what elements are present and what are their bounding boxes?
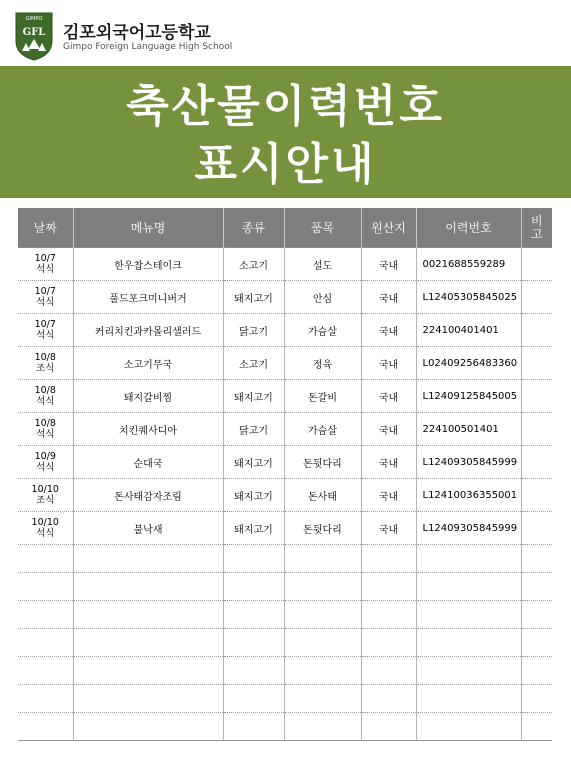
empty-cell [284,601,361,629]
empty-cell [73,685,223,713]
item-cell: 돈뒷다리 [284,446,361,479]
empty-cell [223,713,284,741]
school-emblem-icon [14,11,54,61]
empty-cell [223,545,284,573]
col-code-header: 이력번호 [416,208,521,248]
note-cell [521,380,552,413]
trace-code-cell: L12409125845005 [416,380,521,413]
empty-cell [73,657,223,685]
empty-cell [18,629,73,657]
empty-cell [284,545,361,573]
menu-cell: 커리치킨과카몰리샐러드 [73,314,223,347]
col-menu-header: 메뉴명 [73,208,223,248]
empty-cell [223,685,284,713]
origin-cell: 국내 [361,248,416,281]
type-cell: 닭고기 [223,413,284,446]
note-cell [521,512,552,545]
type-cell: 돼지고기 [223,446,284,479]
menu-cell: 불낙새 [73,512,223,545]
table-header-row [18,208,552,248]
empty-cell [416,573,521,601]
trace-code-cell: L02409256483360 [416,347,521,380]
empty-cell [223,629,284,657]
empty-cell [521,713,552,741]
date-value: 10/8 [34,385,56,396]
note-cell [521,347,552,380]
table-row [18,281,552,314]
empty-cell [521,601,552,629]
empty-cell [18,601,73,629]
meal-value: 조식 [36,495,55,506]
origin-cell: 국내 [361,380,416,413]
type-cell: 돼지고기 [223,479,284,512]
empty-cell [73,629,223,657]
trace-code-cell: L12405305845025 [416,281,521,314]
date-cell [18,479,73,512]
empty-cell [521,657,552,685]
empty-cell [521,685,552,713]
empty-cell [284,657,361,685]
empty-cell [521,545,552,573]
menu-cell: 한우찹스테이크 [73,248,223,281]
date-value: 10/10 [31,484,59,495]
meal-value: 석식 [36,462,55,473]
date-value: 10/7 [34,286,56,297]
origin-cell: 국내 [361,347,416,380]
item-cell: 돈사태 [284,479,361,512]
table-row [18,248,552,281]
date-value: 10/8 [34,352,56,363]
date-cell [18,413,73,446]
meal-value: 석식 [36,528,55,539]
note-cell [521,248,552,281]
empty-table-row [18,601,552,629]
empty-cell [284,573,361,601]
empty-cell [73,713,223,741]
empty-cell [18,573,73,601]
empty-cell [416,713,521,741]
table-row [18,413,552,446]
empty-cell [18,685,73,713]
origin-cell: 국내 [361,512,416,545]
empty-table-row [18,713,552,741]
school-name-english: Gimpo Foreign Language High School [63,42,233,52]
empty-cell [416,545,521,573]
col-date-header: 날짜 [18,208,73,248]
item-cell: 가슴살 [284,413,361,446]
table-row [18,446,552,479]
meal-value: 석식 [36,330,55,341]
meal-value: 석식 [36,396,55,407]
note-cell [521,281,552,314]
empty-cell [361,713,416,741]
school-name-korean: 김포외국어고등학교 [63,23,211,43]
empty-cell [521,573,552,601]
empty-cell [223,573,284,601]
empty-cell [361,685,416,713]
note-cell [521,479,552,512]
empty-table-row [18,629,552,657]
item-cell: 안심 [284,281,361,314]
emblem-text: GFL [22,27,46,38]
empty-table-row [18,545,552,573]
col-origin-header: 원산지 [361,208,416,248]
date-cell [18,248,73,281]
empty-cell [416,685,521,713]
empty-cell [73,601,223,629]
date-cell [18,347,73,380]
trace-code-cell: 224100401401 [416,314,521,347]
note-cell [521,413,552,446]
menu-cell: 풀드포크미니버거 [73,281,223,314]
col-note-header: 비 고 [521,208,552,248]
empty-cell [223,601,284,629]
note-cell [521,314,552,347]
empty-cell [18,657,73,685]
empty-cell [521,629,552,657]
date-value: 10/8 [34,418,56,429]
empty-cell [284,629,361,657]
item-cell: 정육 [284,347,361,380]
date-value: 10/7 [34,253,56,264]
meal-value: 석식 [36,264,55,275]
origin-cell: 국내 [361,479,416,512]
empty-cell [361,629,416,657]
empty-cell [223,657,284,685]
item-cell: 설도 [284,248,361,281]
empty-cell [284,685,361,713]
empty-cell [416,601,521,629]
date-value: 10/10 [31,517,59,528]
type-cell: 소고기 [223,248,284,281]
menu-cell: 돼지갈비찜 [73,380,223,413]
type-cell: 돼지고기 [223,380,284,413]
table-row [18,314,552,347]
empty-cell [361,573,416,601]
item-cell: 돈갈비 [284,380,361,413]
emblem-top-text: GIMPO [25,16,43,22]
origin-cell: 국내 [361,281,416,314]
school-logo-bar [0,0,571,66]
trace-code-cell: L12409305845999 [416,512,521,545]
table-body [18,248,552,741]
origin-cell: 국내 [361,446,416,479]
type-cell: 소고기 [223,347,284,380]
empty-cell [284,713,361,741]
empty-cell [416,629,521,657]
empty-cell [18,545,73,573]
menu-cell: 순대국 [73,446,223,479]
date-cell [18,314,73,347]
date-value: 10/9 [34,451,56,462]
type-cell: 돼지고기 [223,281,284,314]
table-row [18,479,552,512]
date-cell [18,281,73,314]
header-banner [0,0,571,198]
page-title-line2: 표시안내 [194,139,377,190]
table-row [18,512,552,545]
empty-table-row [18,657,552,685]
page-title-line1: 축산물이력번호 [126,81,445,132]
date-cell [18,380,73,413]
table-row [18,347,552,380]
empty-cell [416,657,521,685]
traceability-table [18,208,552,741]
menu-cell: 치킨퀘사디아 [73,413,223,446]
empty-cell [361,545,416,573]
empty-table-row [18,573,552,601]
col-type-header: 종류 [223,208,284,248]
type-cell: 닭고기 [223,314,284,347]
date-value: 10/7 [34,319,56,330]
meal-value: 석식 [36,429,55,440]
trace-code-cell: 224100501401 [416,413,521,446]
type-cell: 돼지고기 [223,512,284,545]
origin-cell: 국내 [361,314,416,347]
trace-code-cell: L12409305845999 [416,446,521,479]
trace-code-cell: L12410036355001 [416,479,521,512]
empty-cell [73,545,223,573]
meal-value: 조식 [36,363,55,374]
note-cell [521,446,552,479]
empty-cell [18,713,73,741]
trace-code-cell: 0021688559289 [416,248,521,281]
date-cell [18,512,73,545]
date-cell [18,446,73,479]
empty-table-row [18,685,552,713]
empty-cell [361,657,416,685]
item-cell: 가슴살 [284,314,361,347]
col-item-header: 품목 [284,208,361,248]
table-row [18,380,552,413]
origin-cell: 국내 [361,413,416,446]
item-cell: 돈뒷다리 [284,512,361,545]
menu-cell: 소고기무국 [73,347,223,380]
menu-cell: 돈사태감자조림 [73,479,223,512]
empty-cell [361,601,416,629]
meal-value: 석식 [36,297,55,308]
empty-cell [73,573,223,601]
